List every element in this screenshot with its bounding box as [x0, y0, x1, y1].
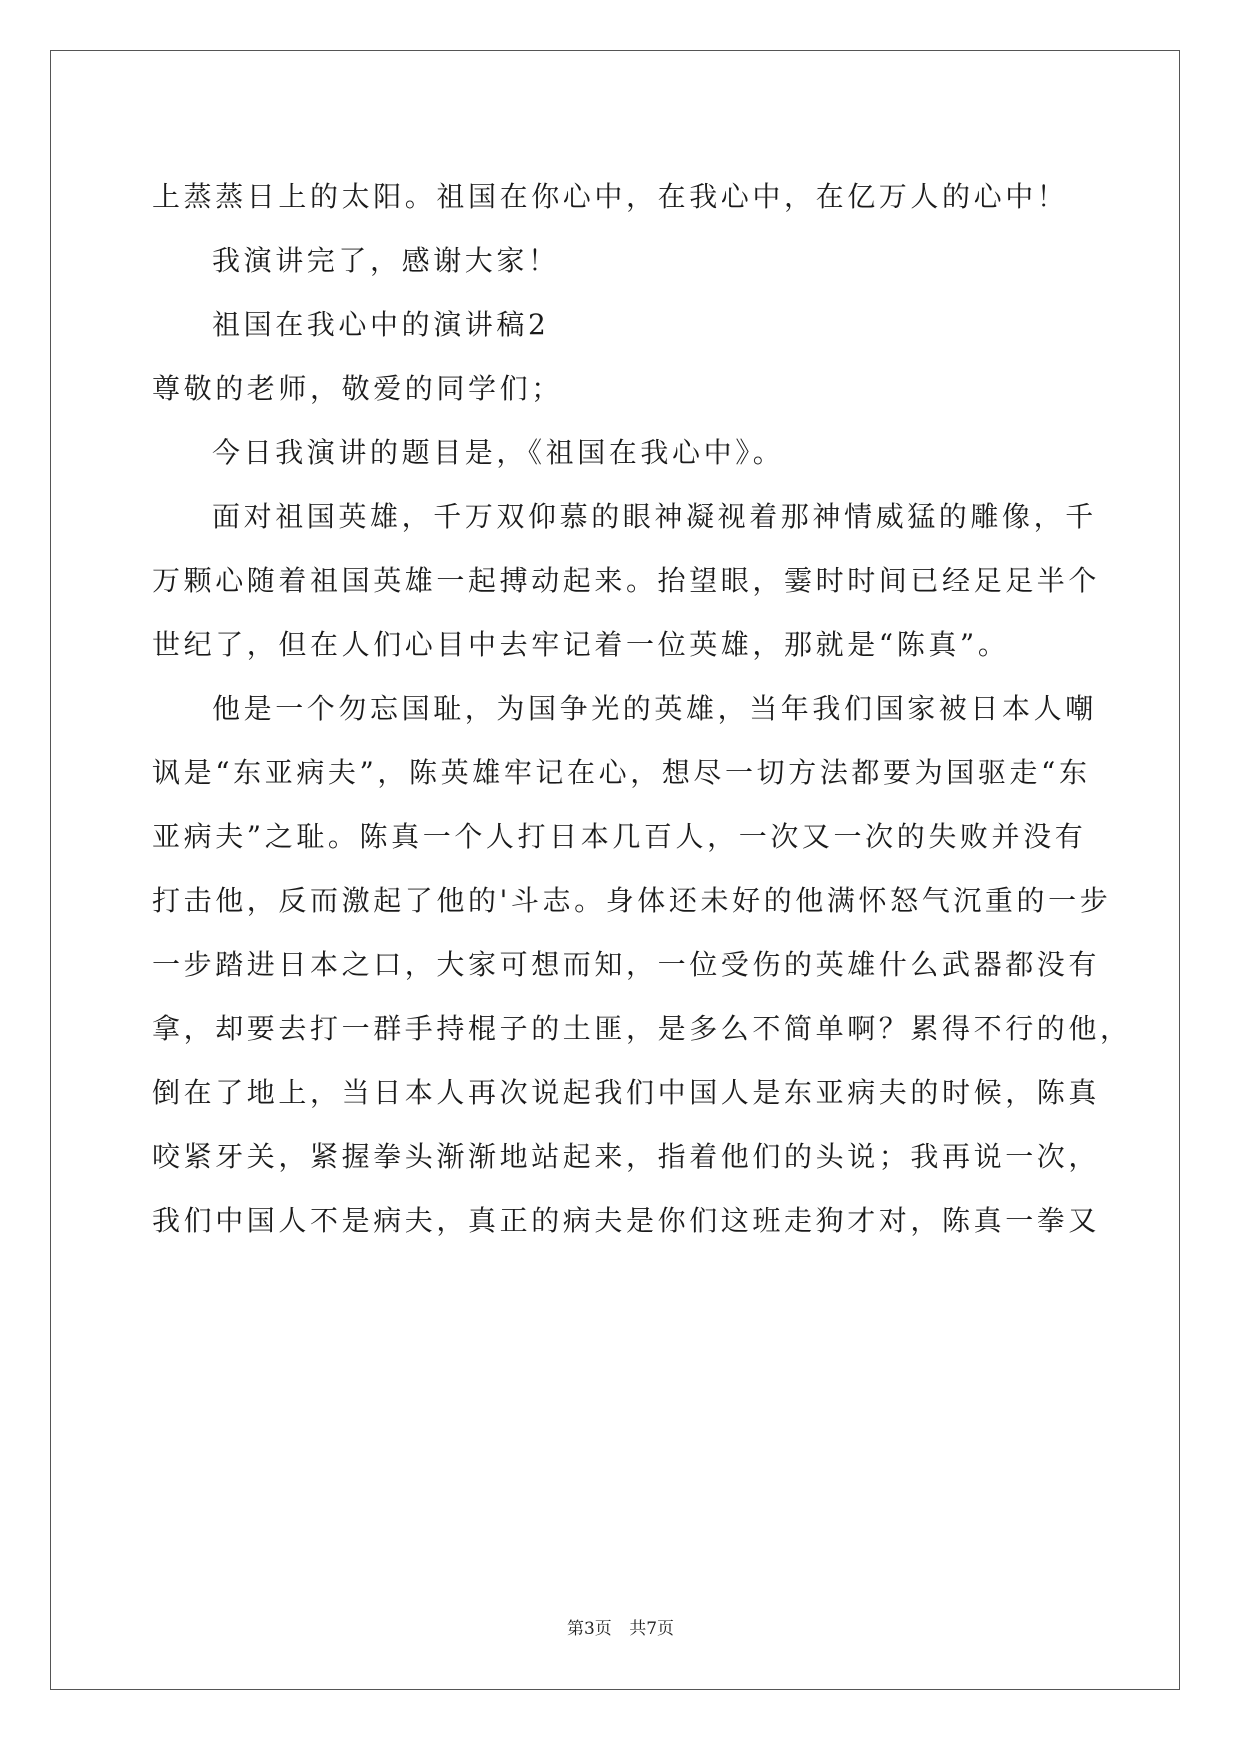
- section-heading: 祖国在我心中的演讲稿2: [212, 308, 550, 341]
- text-line: 一步踏进日本之口，大家可想而知，一位受伤的英雄什么武器都没有: [152, 948, 1101, 981]
- text-line: 上蒸蒸日上的太阳。祖国在你心中，在我心中，在亿万人的心中！: [152, 180, 1069, 213]
- document-body: [152, 165, 1132, 1253]
- text-line: 拿，却要去打一群手持棍子的土匪，是多么不简单啊？累得不行的他，: [152, 1012, 1132, 1045]
- text-line: 他是一个勿忘国耻，为国争光的英雄，当年我们国家被日本人嘲: [212, 692, 1097, 725]
- text-line: 打击他，反而激起了他的'斗志。身体还未好的他满怀怒气沉重的一步: [152, 884, 1112, 917]
- page-number: 第3页: [566, 1619, 612, 1639]
- page-total: 共7页: [629, 1619, 675, 1639]
- text-line: 面对祖国英雄，千万双仰慕的眼神凝视着那神情威猛的雕像，千: [212, 500, 1097, 533]
- text-line: 倒在了地上，当日本人再次说起我们中国人是东亚病夫的时候，陈真: [152, 1076, 1101, 1109]
- page-footer: [0, 1614, 1241, 1639]
- text-line: 世纪了，但在人们心目中去牢记着一位英雄，那就是“陈真”。: [152, 628, 1010, 661]
- salutation: 尊敬的老师，敬爱的同学们；: [152, 372, 563, 405]
- text-line: 我演讲完了，感谢大家！: [212, 244, 560, 277]
- text-line: 亚病夫”之耻。陈真一个人打日本几百人，一次又一次的失败并没有: [152, 820, 1087, 853]
- text-line: 咬紧牙关，紧握拳头渐渐地站起来，指着他们的头说；我再说一次，: [152, 1140, 1101, 1173]
- text-line: 万颗心随着祖国英雄一起搏动起来。抬望眼，霎时时间已经足足半个: [152, 564, 1101, 597]
- text-line: 今日我演讲的题目是，《祖国在我心中》。: [212, 436, 785, 469]
- text-line: 我们中国人不是病夫，真正的病夫是你们这班走狗才对，陈真一拳又: [152, 1204, 1101, 1237]
- text-line: 讽是“东亚病夫”，陈英雄牢记在心，想尽一切方法都要为国驱走“东: [152, 756, 1091, 789]
